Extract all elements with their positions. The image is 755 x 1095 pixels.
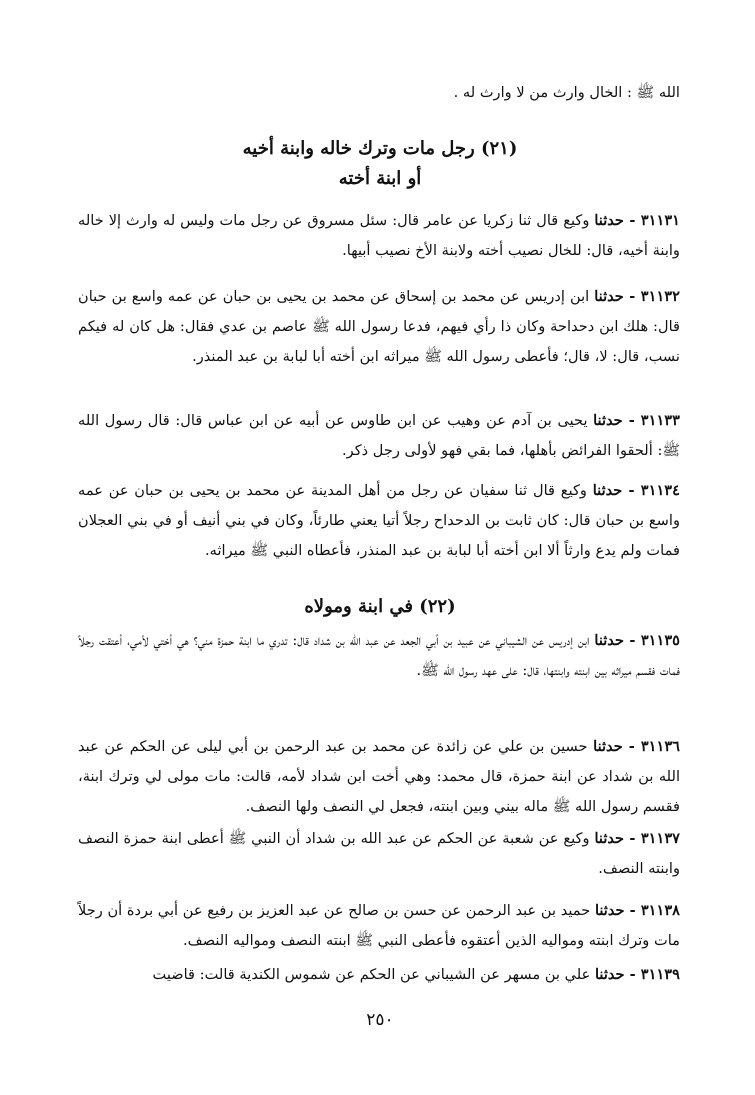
hadith-31134: ٣١١٣٤ - حدثنا وكيع قال ثنا سفيان عن رجل من أهل المدينة عن محمد بن يحيى بن حبان عن عمه واسع بن حبان قال: كان ثابت بن الدحداح رجلاً أتيا يعني طارئاً، وكان في بني أنيف أو في بني العجلان فمات ولم يدع وارثاً ألا ابن أخته أبا لبابة بن عبد المنذر، فأعطاه النبي ﷺ ميراثه. bbox=[78, 482, 680, 559]
hadith-31139: ٣١١٣٩ - حدثنا علي بن مسهر عن الشيباني عن الحكم عن شموس الكندية قالت: قاضيت bbox=[152, 966, 680, 983]
hadith-31133: ٣١١٣٣ - حدثنا يحيى بن آدم عن وهيب عن ابن طاوس عن أبيه عن ابن عباس قال: قال رسول الله ﷺ: ألحقوا الفرائض بأهلها، فما بقي فهو لأولى رجل ذكر. bbox=[78, 412, 680, 459]
section-21-title: (٢١) رجل مات وترك خاله وابنة أخيه أو ابنة أخته bbox=[242, 138, 518, 189]
hadith-31132: ٣١١٣٢ - حدثنا ابن إدريس عن محمد بن إسحاق عن محمد بن يحيى بن حبان عن عمه واسع بن حبان قال: هلك ابن دحداحة وكان ذا رأي فيهم، فدعا رسول الله ﷺ عاصم بن عدي فقال: هل كان له فيكم نسب، قال: لا، قال؛ فأعطى رسول الله ﷺ ميراثه ابن أخته أبا لبابة بن عبد المنذر. bbox=[78, 288, 680, 365]
section-22-title: (٢٢) في ابنة ومولاه bbox=[304, 596, 456, 617]
hadith-31137: ٣١١٣٧ - حدثنا وكيع عن شعبة عن الحكم عن عبد الله بن شداد أن النبي ﷺ أعطى ابنة حمزة النصف وابنته النصف. bbox=[78, 830, 681, 877]
hadith-31138: ٣١١٣٨ - حدثنا حميد بن عبد الرحمن عن حسن بن صالح عن عبد العزيز بن رفيع عن أبي بردة أن رجلاً مات وترك ابنته ومواليه الذين أعتقوه فأعطى النبي ﷺ ابنته النصف ومواليه النصف. bbox=[78, 902, 681, 949]
hadith-31135: ٣١١٣٥ - حدثنا ابن إدريس عن الشيباني عن عبيد بن أبي الجعد عن عبد الله بن شداد قال: تدري ما ابنة حمزة مني؟ هي أختي لأمي، أعتقت رجلاً فمات فقسم ميراثه بين ابنته وابنتها، قال: على عهد رسول الله ﷺ. bbox=[78, 632, 681, 679]
hadith-31136: ٣١١٣٦ - حدثنا حسين بن علي عن زائدة عن محمد بن عبد الرحمن بن أبي ليلى عن الحكم عن عبد الله بن شداد عن ابنة حمزة، قال محمد: وهي أخت ابن شداد لأمه، قالت: مات مولى لي وترك ابنة، فقسم رسول الله ﷺ ماله بيني وبين ابنته، فجعل لي النصف ولها النصف. bbox=[78, 738, 681, 815]
hadith-31131: ٣١١٣١ - حدثنا وكيع قال ثنا زكريا عن عامر قال: سئل مسروق عن رجل مات وليس له وارث إلا خاله وابنة أخيه، قال: للخال نصيب أخته ولابنة الأخ نصيب أبيها. bbox=[78, 212, 681, 259]
top-line: الله ﷺ : الخال وارث من لا وارث له . bbox=[453, 84, 680, 101]
page-number: ٢٥٠ bbox=[366, 1010, 394, 1030]
